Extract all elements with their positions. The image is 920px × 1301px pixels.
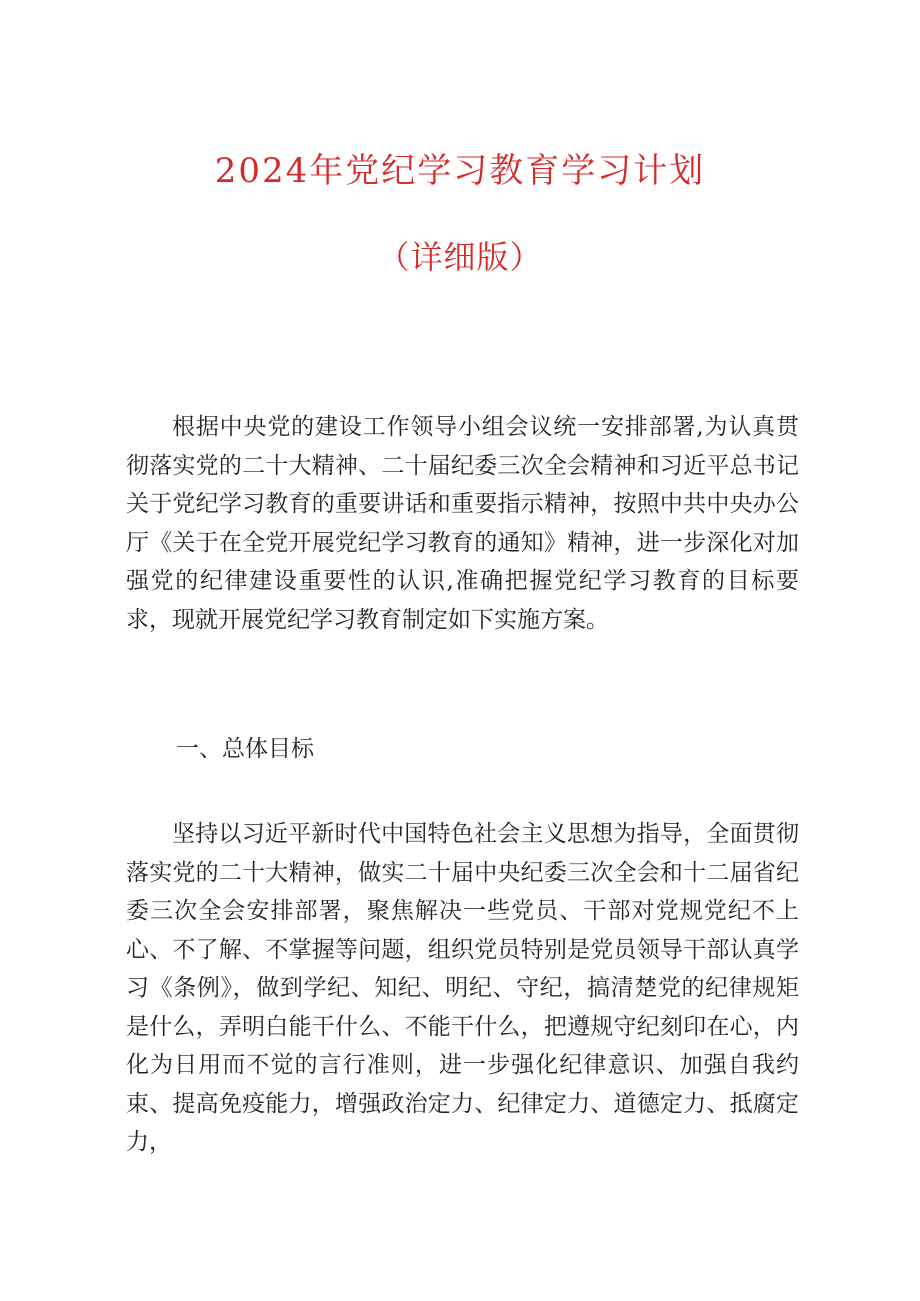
document-title: 2024年党纪学习教育学习计划 [214,151,706,191]
section-paragraph: 坚持以习近平新时代中国特色社会主义思想为指导，全面贯彻落实党的二十大精神，做实二十届中央纪委三次全会和十二届省纪委三次全会安排部署，聚焦解决一些党员、干部对党规党纪不上心、不了解、不掌握等问题，组织党员特别是党员领导干部认真学习《条例》，做到学纪、知纪、明纪、守纪，搞清楚党的纪律规矩是什么，弄明白能干什么、不能干什么，把遵规守纪刻印在心，内化为日用而不觉的言行准则，进一步强化纪律意识、加强自我约束、提高免疫能力，增强政治定力、纪律定力、道德定力、抵腐定力， [126,821,799,1155]
section-heading: 一、总体目标 [176,736,314,762]
document-subtitle: （详细版） [377,238,543,276]
intro-paragraph: 根据中央党的建设工作领导小组会议统一安排部署,为认真贯彻落实党的二十大精神、二十届纪委三次全会精神和习近平总书记关于党纪学习教育的重要讲话和重要指示精神，按照中共中央办公厅《关于在全党开展党纪学习教育的通知》精神，进一步深化对加强党的纪律建设重要性的认识,准确把握党纪学习教育的目标要求，现就开展党纪学习教育制定如下实施方案。 [126,414,799,633]
